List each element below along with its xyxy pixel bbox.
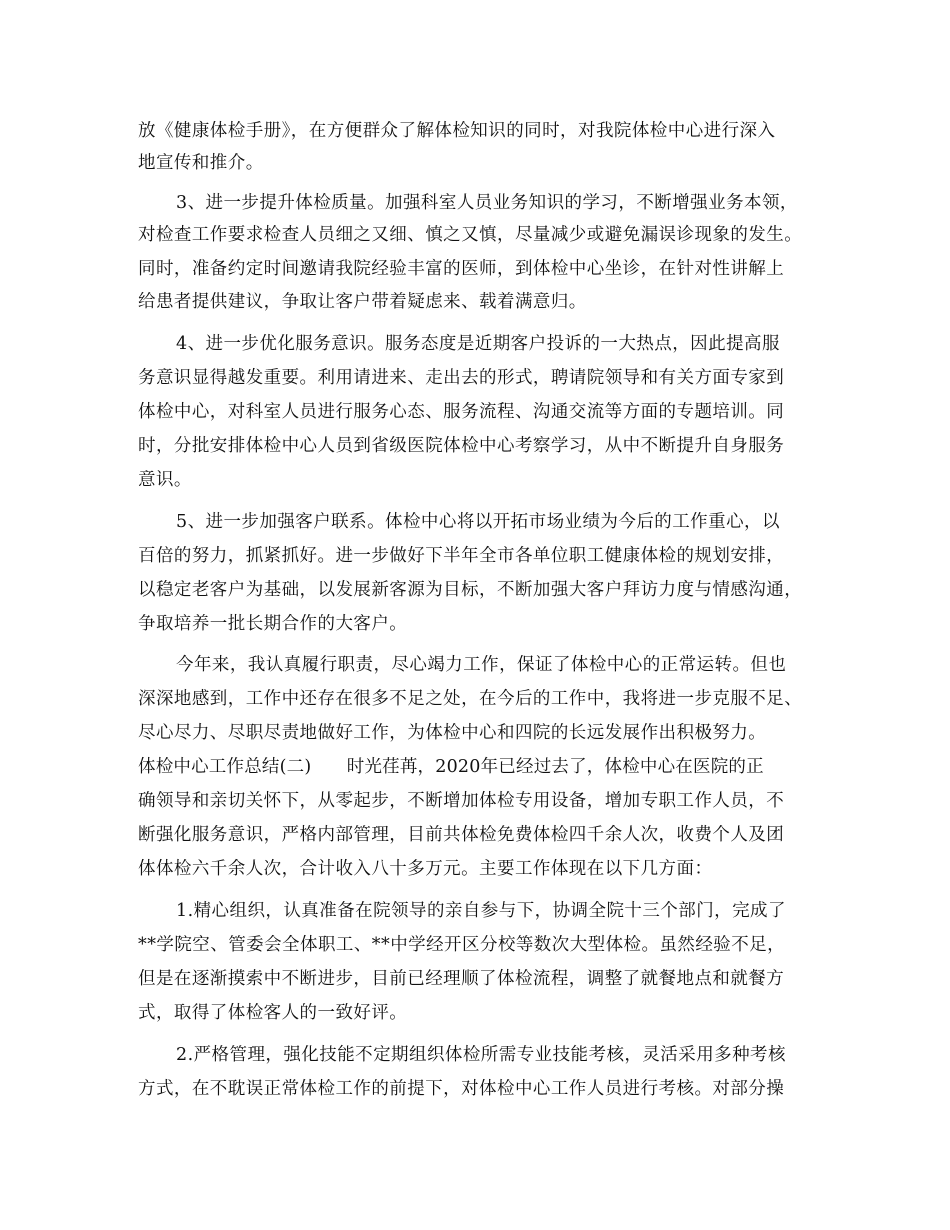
paragraph-line: 百倍的努力，抓紧抓好。进一步做好下半年全市各单位职工健康体检的规划安排， bbox=[138, 546, 785, 566]
paragraph-line: 断强化服务意识，严格内部管理，目前共体检免费体检四千余人次，收费个人及团 bbox=[138, 825, 785, 845]
paragraph-line: **学院空、管委会全体职工、**中学经开区分校等数次大型体检。虽然经验不足， bbox=[138, 935, 786, 955]
paragraph-line: 体体检六千余人次，合计收入八十多万元。主要工作体现在以下几方面： bbox=[138, 859, 713, 879]
paragraph-line: 地宣传和推介。 bbox=[138, 153, 264, 173]
paragraph-line: 放《健康体检手册》，在方便群众了解体检知识的同时，对我院体检中心进行深入 bbox=[138, 121, 776, 141]
paragraph-line: 意识。 bbox=[138, 470, 192, 490]
paragraph-line: 对检查工作要求检查人员细之又细、慎之又慎，尽量减少或避免漏误诊现象的发生。 bbox=[138, 225, 803, 245]
paragraph-line: 今年来，我认真履行职责，尽心竭力工作，保证了体检中心的正常运转。但也 bbox=[176, 655, 787, 675]
paragraph-line: 4、进一步优化服务意识。服务态度是近期客户投诉的一大热点，因此提高服 bbox=[176, 334, 780, 354]
paragraph-line: 务意识显得越发重要。利用请进来、走出去的形式，聘请院领导和有关方面专家到 bbox=[138, 368, 785, 388]
paragraph-line: 5、进一步加强客户联系。体检中心将以开拓市场业绩为今后的工作重心，以 bbox=[176, 512, 780, 532]
paragraph-line: 给患者提供建议，争取让客户带着疑虑来、载着满意归。 bbox=[138, 292, 587, 312]
paragraph-line: 确领导和亲切关怀下，从零起步，不断增加体检专用设备，增加专职工作人员，不 bbox=[138, 791, 785, 811]
paragraph-line: 方式，在不耽误正常体检工作的前提下，对体检中心工作人员进行考核。对部分操 bbox=[138, 1079, 785, 1099]
paragraph-line: 1.精心组织，认真准备在院领导的亲自参与下，协调全院十三个部门，完成了 bbox=[176, 901, 786, 921]
paragraph-line: 式，取得了体检客人的一致好评。 bbox=[138, 1003, 408, 1023]
paragraph-line: 体检中心，对科室人员进行服务心态、服务流程、沟通交流等方面的专题培训。同 bbox=[138, 402, 785, 422]
paragraph-line: 同时，准备约定时间邀请我院经验丰富的医师，到体检中心坐诊，在针对性讲解上 bbox=[138, 259, 785, 279]
paragraph-line: 尽心尽力、尽职尽责地做好工作，为体检中心和四院的长远发展作出积极努力。 bbox=[138, 723, 767, 743]
section-heading-line: 体检中心工作总结(二) 时光荏苒，2020年已经过去了，体检中心在医院的正 bbox=[138, 757, 764, 777]
paragraph-line: 以稳定老客户为基础，以发展新客源为目标，不断加强大客户拜访力度与情感沟通， bbox=[138, 580, 803, 600]
paragraph-line: 2.严格管理，强化技能不定期组织体检所需专业技能考核，灵活采用多种考核 bbox=[176, 1045, 786, 1065]
paragraph-line: 深深地感到，工作中还存在很多不足之处，在今后的工作中，我将进一步克服不足、 bbox=[138, 689, 803, 709]
paragraph-line: 3、进一步提升体检质量。加强科室人员业务知识的学习，不断增强业务本领， bbox=[176, 193, 798, 213]
paragraph-line: 争取培养一批长期合作的大客户。 bbox=[138, 614, 408, 634]
paragraph-line: 时，分批安排体检中心人员到省级医院体检中心考察学习，从中不断提升自身服务 bbox=[138, 436, 785, 456]
paragraph-line: 但是在逐渐摸索中不断进步，目前已经理顺了体检流程，调整了就餐地点和就餐方 bbox=[138, 969, 785, 989]
